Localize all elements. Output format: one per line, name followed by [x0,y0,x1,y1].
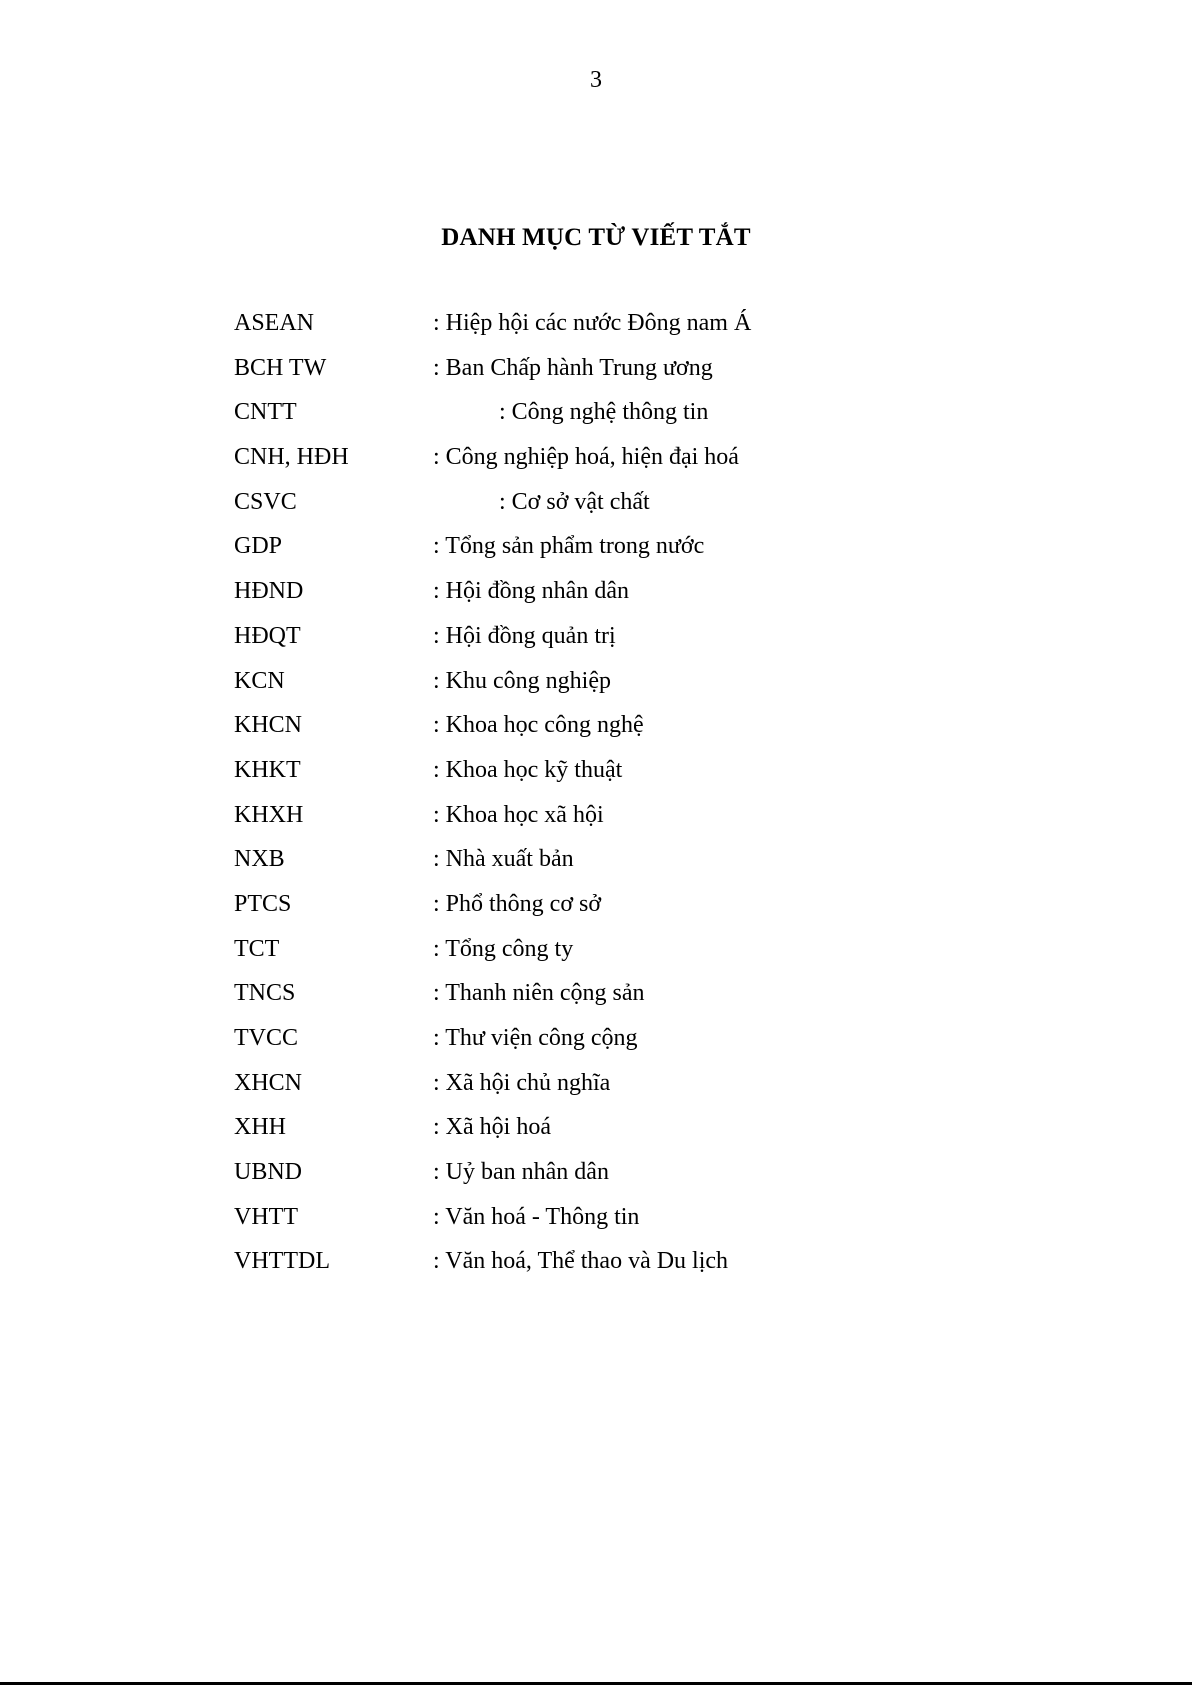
abbreviation-definition: : Thư viện công cộng [433,1025,638,1051]
abbreviation-row [234,979,1054,1024]
abbreviation-definition: : Tổng công ty [433,935,574,962]
abbreviation-term: VHTT [234,1203,298,1230]
page-number: 3 [590,67,602,93]
abbreviation-definition: : Khoa học xã hội [433,801,604,828]
abbreviation-definition: : Nhà xuất bản [433,846,574,873]
abbreviation-row [234,1024,1054,1069]
abbreviation-term: ASEAN [234,310,315,336]
abbreviation-definition: : Văn hoá, Thể thao và Du lịch [433,1248,729,1275]
abbreviation-term: XHCN [234,1069,303,1096]
abbreviation-row [234,443,1054,488]
abbreviation-term: GDP [234,533,283,560]
abbreviation-term: BCH TW [234,354,327,381]
abbreviation-term: TVCC [234,1025,299,1051]
abbreviation-row [234,488,1054,533]
abbreviation-row [234,309,1054,354]
abbreviation-row [234,622,1054,667]
abbreviation-row [234,1203,1054,1248]
abbreviation-term: CSVC [234,488,297,515]
abbreviation-row [234,845,1054,890]
abbreviation-definition: : Ban Chấp hành Trung ương [433,354,713,381]
abbreviation-definition: : Văn hoá - Thông tin [433,1203,640,1230]
abbreviation-term: CNTT [234,399,297,426]
abbreviation-definition: : Khoa học công nghệ [433,712,644,739]
abbreviation-definition: : Hiệp hội các nước Đông nam Á [433,310,752,336]
abbreviation-term: KHKT [234,756,301,783]
abbreviation-term: HĐQT [234,622,301,649]
abbreviation-row [234,1158,1054,1203]
abbreviation-definition: : Khu công nghiệp [433,667,611,694]
abbreviation-definition: : Công nghệ thông tin [499,399,709,426]
abbreviation-definition: : Hội đồng nhân dân [433,578,629,605]
abbreviation-definition: : Hội đồng quản trị [433,622,616,649]
abbreviation-definition: : Uỷ ban nhân dân [433,1159,609,1186]
abbreviation-row [234,667,1054,712]
abbreviation-term: VHTTDL [234,1248,330,1275]
abbreviation-row [234,398,1054,443]
abbreviation-row [234,935,1054,980]
abbreviation-definition: : Phổ thông cơ sở [433,890,602,917]
abbreviation-row [234,577,1054,622]
abbreviation-row [234,354,1054,399]
abbreviation-term: CNH, HĐH [234,444,349,471]
abbreviation-term: TNCS [234,980,296,1007]
abbreviation-row [234,711,1054,756]
abbreviation-term: TCT [234,935,280,962]
abbreviation-definition: : Xã hội hoá [433,1114,551,1141]
page-title: DANH MỤC TỪ VIẾT TẮT [441,224,751,251]
abbreviation-row [234,532,1054,577]
abbreviation-term: XHH [234,1114,286,1141]
abbreviation-list [234,309,1054,1292]
abbreviation-term: NXB [234,846,285,873]
abbreviation-definition: : Tổng sản phẩm trong nước [433,533,705,560]
abbreviation-term: KHCN [234,712,303,739]
abbreviation-definition: : Khoa học kỹ thuật [433,756,623,783]
abbreviation-row [234,1069,1054,1114]
abbreviation-term: HĐND [234,578,304,605]
abbreviation-term: PTCS [234,890,292,917]
abbreviation-definition: : Xã hội chủ nghĩa [433,1069,611,1096]
abbreviation-row [234,756,1054,801]
abbreviation-row [234,801,1054,846]
abbreviation-definition: : Công nghiệp hoá, hiện đại hoá [433,444,739,471]
abbreviation-term: KCN [234,667,285,694]
abbreviation-row [234,890,1054,935]
abbreviation-term: KHXH [234,801,304,828]
abbreviation-definition: : Thanh niên cộng sản [433,980,645,1007]
abbreviation-row [234,1113,1054,1158]
abbreviation-term: UBND [234,1159,303,1186]
abbreviation-definition: : Cơ sở vật chất [499,488,650,515]
abbreviation-row [234,1247,1054,1292]
